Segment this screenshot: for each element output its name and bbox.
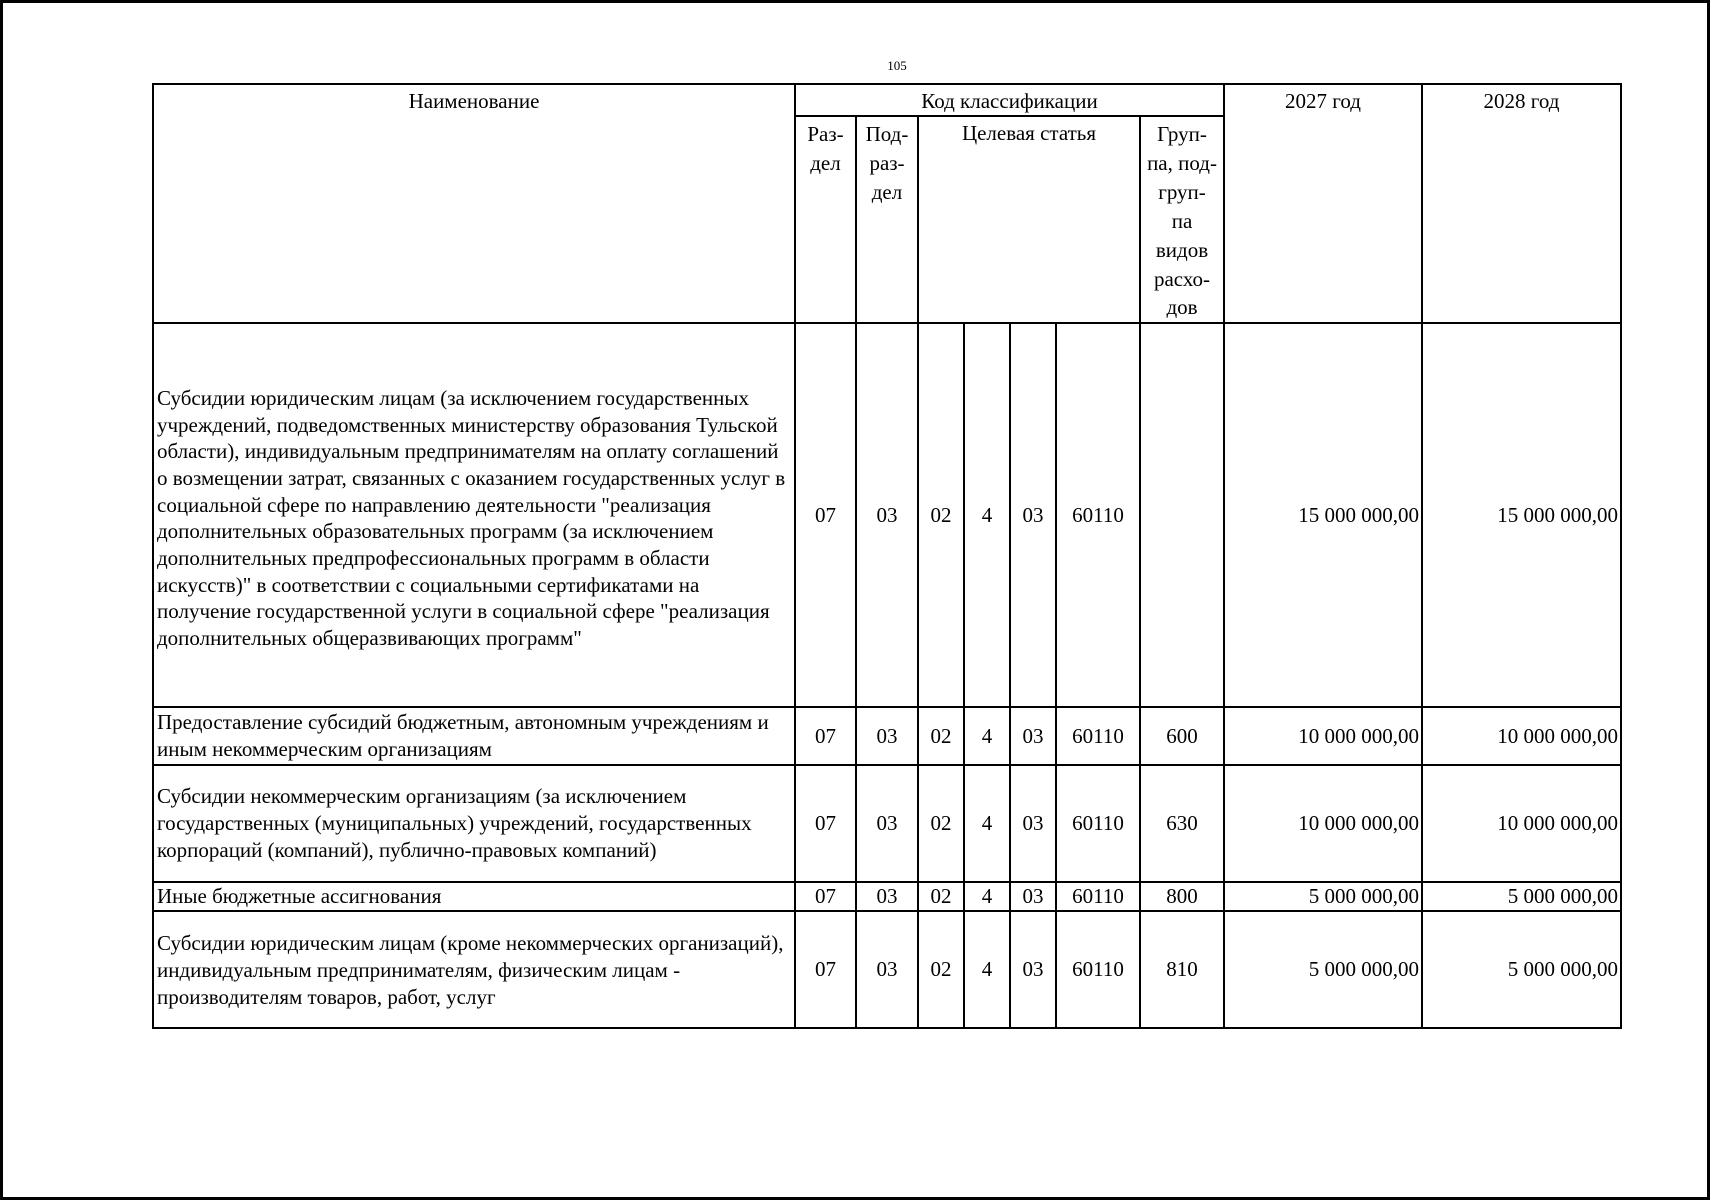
row-target-program: 02 xyxy=(918,765,964,882)
row-target-direction: 60110 xyxy=(1056,882,1140,911)
table-row xyxy=(153,323,1621,707)
header-row-1 xyxy=(153,84,1621,116)
header-expense-group: Груп- па, под- груп- па видов расхо- дов xyxy=(1140,116,1224,324)
row-amount-2028: 15 000 000,00 xyxy=(1422,323,1621,707)
row-name: Предоставление субсидий бюджетным, автономным учреждениям и иным некоммерческим организациям xyxy=(153,707,795,764)
row-expense-group: 600 xyxy=(1140,707,1224,764)
row-amount-2027: 5 000 000,00 xyxy=(1224,882,1422,911)
row-section: 07 xyxy=(795,765,856,882)
row-amount-2028: 10 000 000,00 xyxy=(1422,707,1621,764)
header-year-2027: 2027 год xyxy=(1224,84,1422,323)
row-name: Субсидии некоммерческим организациям (за исключением государственных (муниципальных) учреждений, государственных корпораций (компаний), публично-правовых компаний) xyxy=(153,765,795,882)
row-target-type: 4 xyxy=(964,882,1010,911)
header-name: Наименование xyxy=(153,84,795,323)
row-amount-2028: 5 000 000,00 xyxy=(1422,911,1621,1028)
row-target-type: 4 xyxy=(964,911,1010,1028)
page-number: 105 xyxy=(887,58,907,73)
row-target-type: 4 xyxy=(964,707,1010,764)
row-subsection: 03 xyxy=(856,882,918,911)
row-section: 07 xyxy=(795,707,856,764)
row-expense-group: 810 xyxy=(1140,911,1224,1028)
row-name: Иные бюджетные ассигнования xyxy=(153,882,795,911)
row-target-subprogram: 03 xyxy=(1010,882,1056,911)
row-subsection: 03 xyxy=(856,911,918,1028)
row-expense-group: 800 xyxy=(1140,882,1224,911)
row-subsection: 03 xyxy=(856,765,918,882)
row-target-direction: 60110 xyxy=(1056,707,1140,764)
row-amount-2027: 5 000 000,00 xyxy=(1224,911,1422,1028)
row-amount-2028: 10 000 000,00 xyxy=(1422,765,1621,882)
row-section: 07 xyxy=(795,323,856,707)
row-target-program: 02 xyxy=(918,323,964,707)
row-section: 07 xyxy=(795,911,856,1028)
row-amount-2027: 15 000 000,00 xyxy=(1224,323,1422,707)
table-row xyxy=(153,707,1621,764)
header-section: Раз- дел xyxy=(795,116,856,324)
row-target-subprogram: 03 xyxy=(1010,911,1056,1028)
row-name: Субсидии юридическим лицам (за исключением государственных учреждений, подведомственных министерству образования Тульской области), индивидуальным предпринимателям на оплату соглашений о возмещении затрат, связанных с оказанием государственных услуг в социальной сфере по направлению деятельности "реализация дополнительных образовательных программ (за исключением дополнительных предпрофессиональных программ в области искусств)" в соответствии с социальными сертификатами на получение государственной услуги в социальной сфере "реализация дополнительных общеразвивающих программ" xyxy=(153,323,795,707)
row-section: 07 xyxy=(795,882,856,911)
row-amount-2028: 5 000 000,00 xyxy=(1422,882,1621,911)
table-row xyxy=(153,882,1621,911)
budget-table xyxy=(152,83,1622,1029)
row-name: Субсидии юридическим лицам (кроме некоммерческих организаций), индивидуальным предпринимателям, физическим лицам - производителям товаров, работ, услуг xyxy=(153,911,795,1028)
row-target-type: 4 xyxy=(964,765,1010,882)
header-target-article: Целевая статья xyxy=(918,116,1140,324)
table-row xyxy=(153,765,1621,882)
row-target-type: 4 xyxy=(964,323,1010,707)
row-target-program: 02 xyxy=(918,707,964,764)
row-amount-2027: 10 000 000,00 xyxy=(1224,765,1422,882)
row-target-program: 02 xyxy=(918,911,964,1028)
row-target-direction: 60110 xyxy=(1056,323,1140,707)
row-target-program: 02 xyxy=(918,882,964,911)
row-amount-2027: 10 000 000,00 xyxy=(1224,707,1422,764)
row-target-subprogram: 03 xyxy=(1010,765,1056,882)
header-year-2028: 2028 год xyxy=(1422,84,1621,323)
row-subsection: 03 xyxy=(856,323,918,707)
row-expense-group: 630 xyxy=(1140,765,1224,882)
row-target-subprogram: 03 xyxy=(1010,323,1056,707)
row-target-direction: 60110 xyxy=(1056,911,1140,1028)
row-target-direction: 60110 xyxy=(1056,765,1140,882)
row-expense-group xyxy=(1140,323,1224,707)
header-classification-code: Код классификации xyxy=(795,84,1224,116)
row-target-subprogram: 03 xyxy=(1010,707,1056,764)
header-subsection: Под- раз- дел xyxy=(856,116,918,324)
table-row xyxy=(153,911,1621,1028)
row-subsection: 03 xyxy=(856,707,918,764)
